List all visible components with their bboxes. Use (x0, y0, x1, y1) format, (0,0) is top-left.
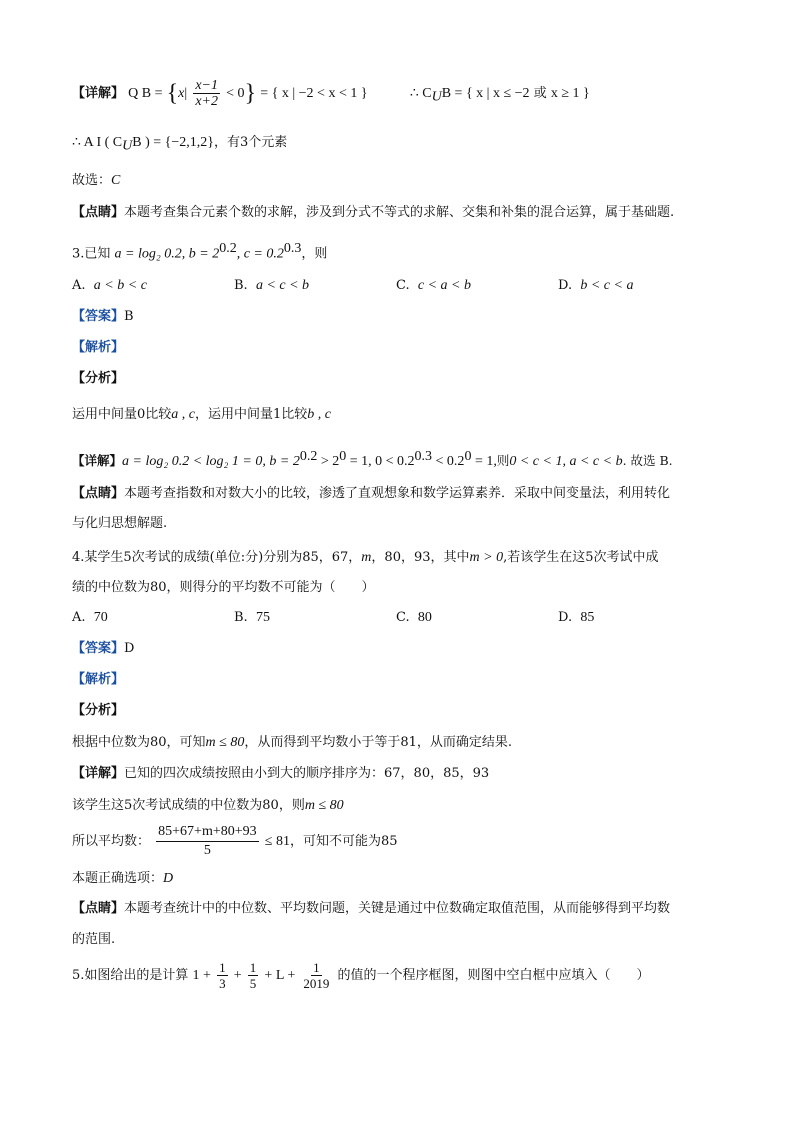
detail-tag-q4: 【详解】 (72, 766, 125, 781)
q3-detail-math4: < 0.2 (432, 454, 465, 470)
q4-stem-a: 4.某学生5次考试的成绩(单位:分)分别为85，67， (72, 550, 362, 565)
q5-plus1: + (233, 968, 242, 983)
q3-option-a: A. a < b < c (72, 278, 147, 293)
fraction-1-over-3: $\frac{1}{3}$ (219, 960, 226, 991)
q4-answer: D (124, 641, 135, 656)
average-fraction (156, 823, 258, 860)
q3-stem-sup2: 0.3 (283, 241, 302, 256)
q4-median-line (72, 796, 734, 816)
q4-analysis-line (72, 670, 734, 690)
complement-end: x ≥ 1 } (550, 86, 590, 101)
q3-comment-line2 (72, 514, 734, 534)
q4-detail-line (72, 764, 734, 784)
comment-tag-q4: 【点睛】 (72, 901, 125, 916)
q4-median-text: 该学生这5次考试成绩的中位数为80，则 (72, 798, 305, 813)
q4-answer-line (72, 639, 734, 659)
q5-stem-tail: 的值的一个程序框图，则图中空白框中应填入（ ） (337, 968, 650, 983)
choose-letter: C (111, 173, 121, 188)
q4-stem-b: ，80，93，其中 (371, 550, 470, 565)
complement-sub: U (431, 89, 442, 105)
q3-comment-line1 (72, 484, 734, 504)
answer-tag-q4: 【答案】 (72, 641, 125, 656)
q4-stem-line1 (72, 548, 734, 568)
q4-detail-text: 已知的四次成绩按照由小到大的顺序排序为：67，80，85，93 (124, 766, 490, 781)
q2-comment-line (72, 203, 734, 223)
q4-option-c: C. 80 (396, 610, 432, 625)
q4-correct-lead: 本题正确选项： (72, 871, 164, 886)
q3-answer-line (72, 307, 734, 327)
intersection-tail: ，有3个元素 (214, 135, 288, 150)
q3-fenxi-ac: a , c (171, 407, 195, 422)
q3-stem (72, 239, 734, 264)
q3-fenxi-line (72, 369, 734, 389)
q3-stem-math2: , c = 0.2 (236, 246, 284, 262)
q3-option-b: B. a < c < b (234, 278, 310, 293)
q3-fenxi-bc: b , c (307, 407, 331, 422)
q3-detail-sup2: 0 (339, 449, 347, 464)
q3-stem-tail: ，则 (301, 246, 328, 262)
left-brace-icon: { (166, 80, 179, 107)
analysis-tag-q4: 【解析】 (72, 672, 125, 687)
q4-stem-c: ,若该学生在这5次考试中成 (503, 550, 659, 565)
q4-fenxi-b: ，从而得到平均数小于等于81，从而确定结果. (244, 735, 513, 750)
set-a-tail: < 0 (226, 86, 245, 101)
fenxi-tag-q4: 【分析】 (72, 703, 125, 718)
q2-intersection-line (72, 133, 734, 157)
q5-stem-lead: 5.如图给出的是计算 (72, 968, 189, 983)
q3-detail-math2: > 2 (317, 454, 340, 470)
q4-option-d: D. 85 (558, 610, 595, 625)
intersection-result: B ) = {−2,1,2} (132, 135, 214, 150)
q4-median-m: m ≤ 80 (304, 798, 344, 813)
q3-detail-tail: . 故选 B. (622, 453, 673, 469)
q4-average-line (72, 822, 734, 862)
q4-correct-letter: D (163, 871, 174, 886)
q3-detail-math3: = 1, 0 < 0.2 (346, 454, 415, 470)
q3-comment-text2: 与化归思想解题. (72, 516, 168, 531)
q3-option-c: C. c < a < b (396, 278, 471, 293)
fraction-1-over-5: $\frac{1}{5}$ (249, 960, 257, 991)
comment-text: 本题考查集合元素个数的求解，涉及到分式不等式的求解、交集和补集的混合运算，属于基础题. (124, 205, 675, 220)
choose-lead: 故选： (72, 173, 112, 188)
q3-stem-sup1: 0.2 (219, 241, 237, 256)
intersection-lead: ∴ A I ( C (72, 135, 123, 150)
q5-stem (72, 956, 734, 996)
q3-detail-sup4: 0 (464, 449, 472, 464)
detail-tag-q3: 【详解】 (72, 453, 123, 469)
fenxi-tag: 【分析】 (72, 371, 125, 386)
q4-stem-m: m (361, 550, 372, 565)
q3-comment-text1: 本题考查指数和对数大小的比较，渗透了直观想象和数学运算素养．采取中间变量法，利用转化 (124, 486, 671, 501)
analysis-tag: 【解析】 (72, 340, 125, 355)
or-text: 或 (533, 86, 547, 101)
q4-stem-m-pos: m > 0 (469, 550, 504, 565)
set-b-lead: Q B = (128, 86, 163, 101)
q3-detail-sup1: 0.2 (299, 449, 318, 464)
answer-tag: 【答案】 (72, 309, 125, 324)
q5-plus2: + L + (264, 968, 296, 983)
q4-comment-text2: 的范围. (72, 932, 116, 947)
q3-fenxi-a: 运用中间量0比较 (72, 407, 172, 422)
average-numerator: 85+67+m+80+93 (156, 823, 258, 842)
q4-stem-line2 (72, 578, 734, 598)
q3-detail-math6: 0 < c < 1, a < c < b (509, 454, 623, 470)
q4-avg-rel: ≤ 81 (264, 834, 290, 849)
q4-avg-lead: 所以平均数： (72, 834, 151, 849)
q3-detail-math5: = 1, (471, 454, 497, 470)
q3-answer: B (124, 309, 134, 324)
q4-correct-line (72, 869, 734, 889)
q4-option-b: B. 75 (234, 610, 270, 625)
q4-stem-line2-text: 绩的中位数为80，则得分的平均数不可能为（ ） (72, 580, 375, 595)
q3-stem-math: a = log₂ 0.2, b = 2 (114, 246, 220, 262)
complement-lead: ∴ C (409, 86, 432, 101)
q3-fenxi-b: ，运用中间量1比较 (195, 407, 308, 422)
q2-choose-line (72, 171, 734, 191)
q4-option-a: A. 70 (72, 610, 108, 625)
average-denominator: 5 (203, 843, 211, 858)
set-interval: = { x | −2 < x < 1 } (260, 86, 368, 101)
fraction-x-minus-1-over-x-plus-2: $\frac{x-1}{x+2}$ (195, 78, 219, 109)
right-brace-icon: } (244, 80, 257, 107)
q3-option-d: D. b < c < a (558, 278, 634, 293)
q5-stem-one: 1 + (192, 968, 211, 983)
comment-tag-q3: 【点睛】 (72, 486, 125, 501)
q2-detail-line: 【详解】 Q B = {x| $\frac{x-1}{x+2}$ < 0} = { x | −2 < x < 1 } ∴ $C_UB$ = { x | x ≤ −2 或 x ≥ 1 } (72, 78, 590, 109)
intersection-sub: U (122, 138, 133, 154)
q4-fenxi-m: m ≤ 80 (205, 735, 245, 750)
q3-detail-line (72, 447, 734, 472)
complement-set: B = { x | x ≤ −2 (441, 86, 530, 101)
q4-avg-tail: ，可知不可能为85 (289, 834, 398, 849)
q4-fenxi-line (72, 701, 734, 721)
fraction-1-over-2019: $\frac{1}{2019}$ (303, 960, 330, 991)
comment-tag: 【点睛】 (72, 205, 125, 220)
q3-stem-lead: 3.已知 (72, 246, 111, 262)
q4-comment-line2 (72, 930, 734, 950)
detail-tag: 【详解】 (72, 86, 125, 101)
q4-comment-line1 (72, 899, 734, 919)
q4-comment-text1: 本题考查统计中的中位数、平均数问题，关键是通过中位数确定取值范围，从而能够得到平均数 (124, 901, 671, 916)
q3-analysis-line (72, 338, 734, 358)
q4-fenxi-a: 根据中位数为80，可知 (72, 735, 206, 750)
q3-detail-math1: a = log₂ 0.2 < log₂ 1 = 0, b = 2 (122, 454, 300, 470)
q4-fenxi-text (72, 733, 734, 753)
q3-fenxi-text (72, 405, 734, 425)
q3-detail-sup3: 0.3 (414, 449, 433, 464)
q3-detail-then: 则 (496, 453, 510, 469)
